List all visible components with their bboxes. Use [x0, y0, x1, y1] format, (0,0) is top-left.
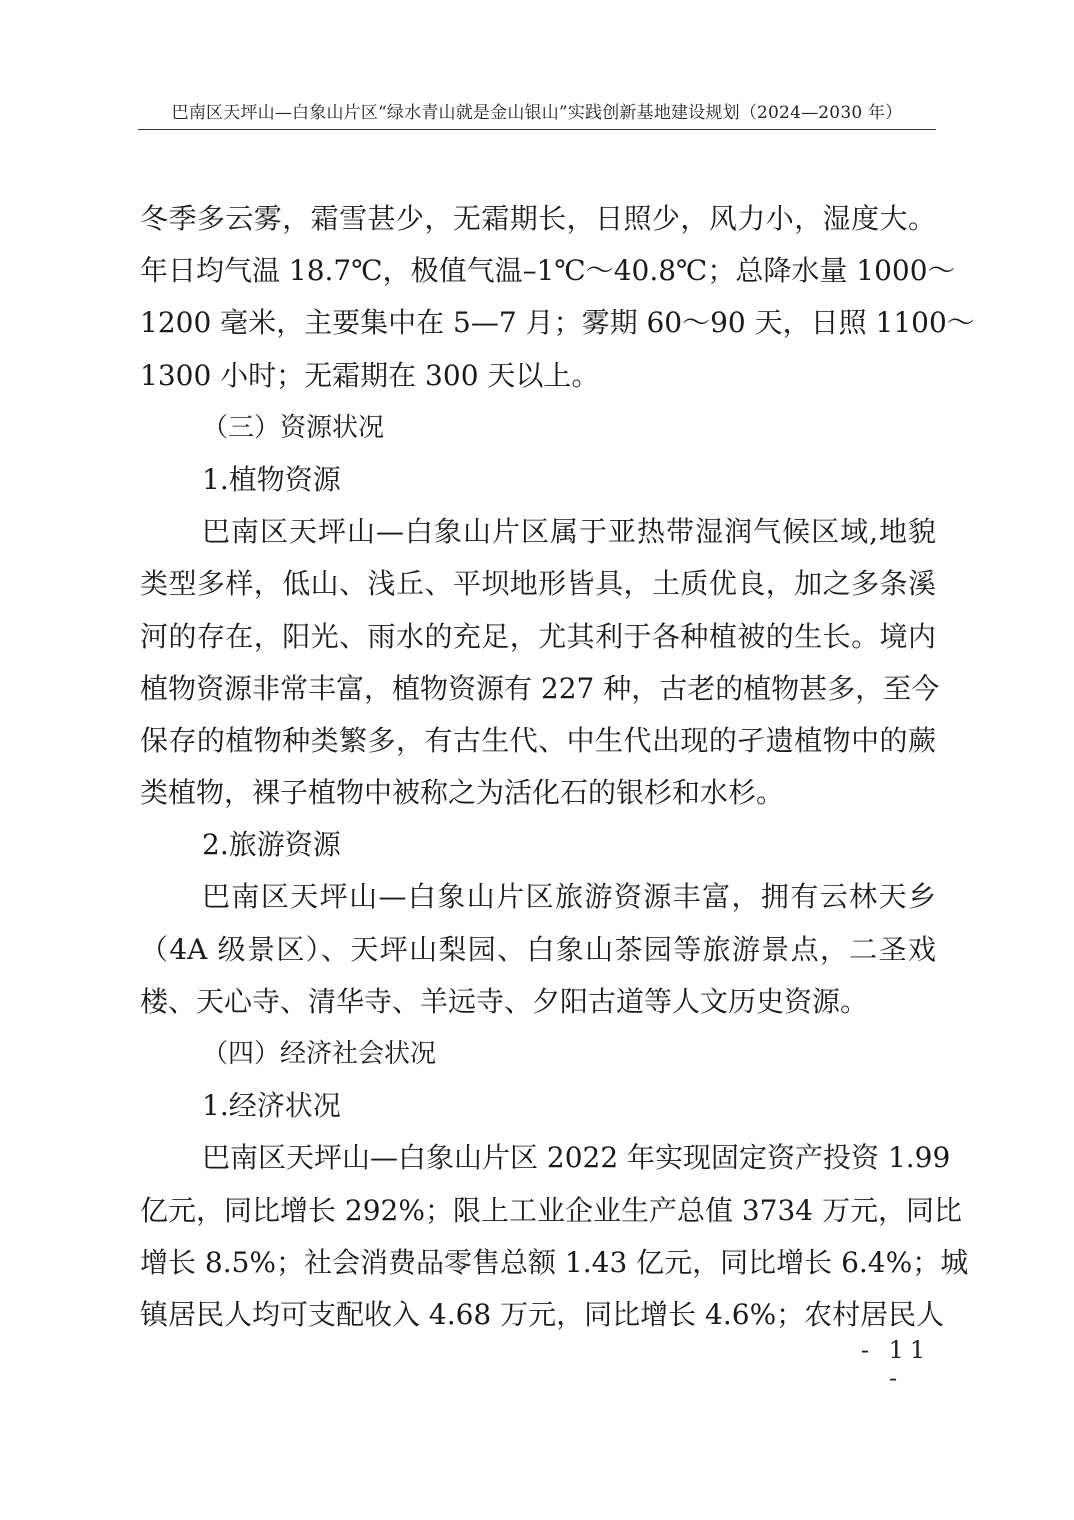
text-line: 类植物，裸子植物中被称之为活化石的银杉和水杉。: [140, 776, 785, 810]
text-line: 巴南区天坪山—白象山片区 2022 年实现固定资产投资 1.99: [202, 1141, 951, 1175]
text-line: 河的存在，阳光、雨水的充足，尤其利于各种植被的生长。境内: [140, 619, 936, 653]
document-body: [140, 193, 975, 1341]
section-heading-resources: （三）资源状况: [202, 412, 385, 443]
text-line: 1200 毫米，主要集中在 5—7 月；雾期 60～90 天，日照 1100～: [140, 306, 975, 340]
page-number: - 11 -: [860, 1336, 932, 1392]
subheading-tourism-resources: 2.旅游资源: [202, 828, 341, 862]
header-divider: [138, 129, 936, 130]
subheading-plant-resources: 1.植物资源: [202, 462, 341, 496]
text-line: 镇居民人均可支配收入 4.68 万元，同比增长 4.6%；农村居民人: [140, 1297, 945, 1331]
text-line: 类型多样，低山、浅丘、平坝地形皆具，土质优良，加之多条溪: [140, 567, 936, 601]
section-heading-economy-society: （四）经济社会状况: [202, 1039, 437, 1069]
subheading-economic-status: 1.经济状况: [202, 1089, 341, 1123]
text-line: 年日均气温 18.7℃，极值气温–1℃～40.8℃；总降水量 1000～: [140, 254, 956, 288]
economic-status-paragraph: [140, 1132, 969, 1341]
running-header: 巴南区天坪山—白象山片区“绿水青山就是金山银山”实践创新基地建设规划（2024—2030 年）: [171, 103, 903, 123]
climate-paragraph: [140, 193, 975, 402]
text-line: 楼、天心寺、清华寺、羊远寺、夕阳古道等人文历史资源。: [140, 984, 869, 1018]
text-line: 增长 8.5%；社会消费品零售总额 1.43 亿元，同比增长 6.4%；城: [140, 1245, 969, 1279]
text-line: 巴南区天坪山—白象山片区旅游资源丰富，拥有云林天乡: [202, 880, 936, 914]
text-line: 植物资源非常丰富，植物资源有 227 种，古老的植物甚多，至今: [140, 671, 940, 705]
text-line: 亿元，同比增长 292%；限上工业企业生产总值 3734 万元，同比: [140, 1193, 963, 1227]
text-line: 1300 小时；无霜期在 300 天以上。: [140, 358, 600, 392]
text-line: 冬季多云雾，霜雪甚少，无霜期长，日照少，风力小，湿度大。: [140, 202, 936, 235]
text-line: 保存的植物种类繁多，有古生代、中生代出现的孑遗植物中的蕨: [140, 723, 936, 757]
tourism-resources-paragraph: [140, 871, 936, 1028]
text-line: （4A 级景区）、天坪山梨园、白象山茶园等旅游景点，二圣戏: [140, 932, 936, 966]
plant-resources-paragraph: [140, 506, 940, 819]
text-line: 巴南区天坪山—白象山片区属于亚热带湿润气候区域,地貌: [202, 515, 936, 549]
